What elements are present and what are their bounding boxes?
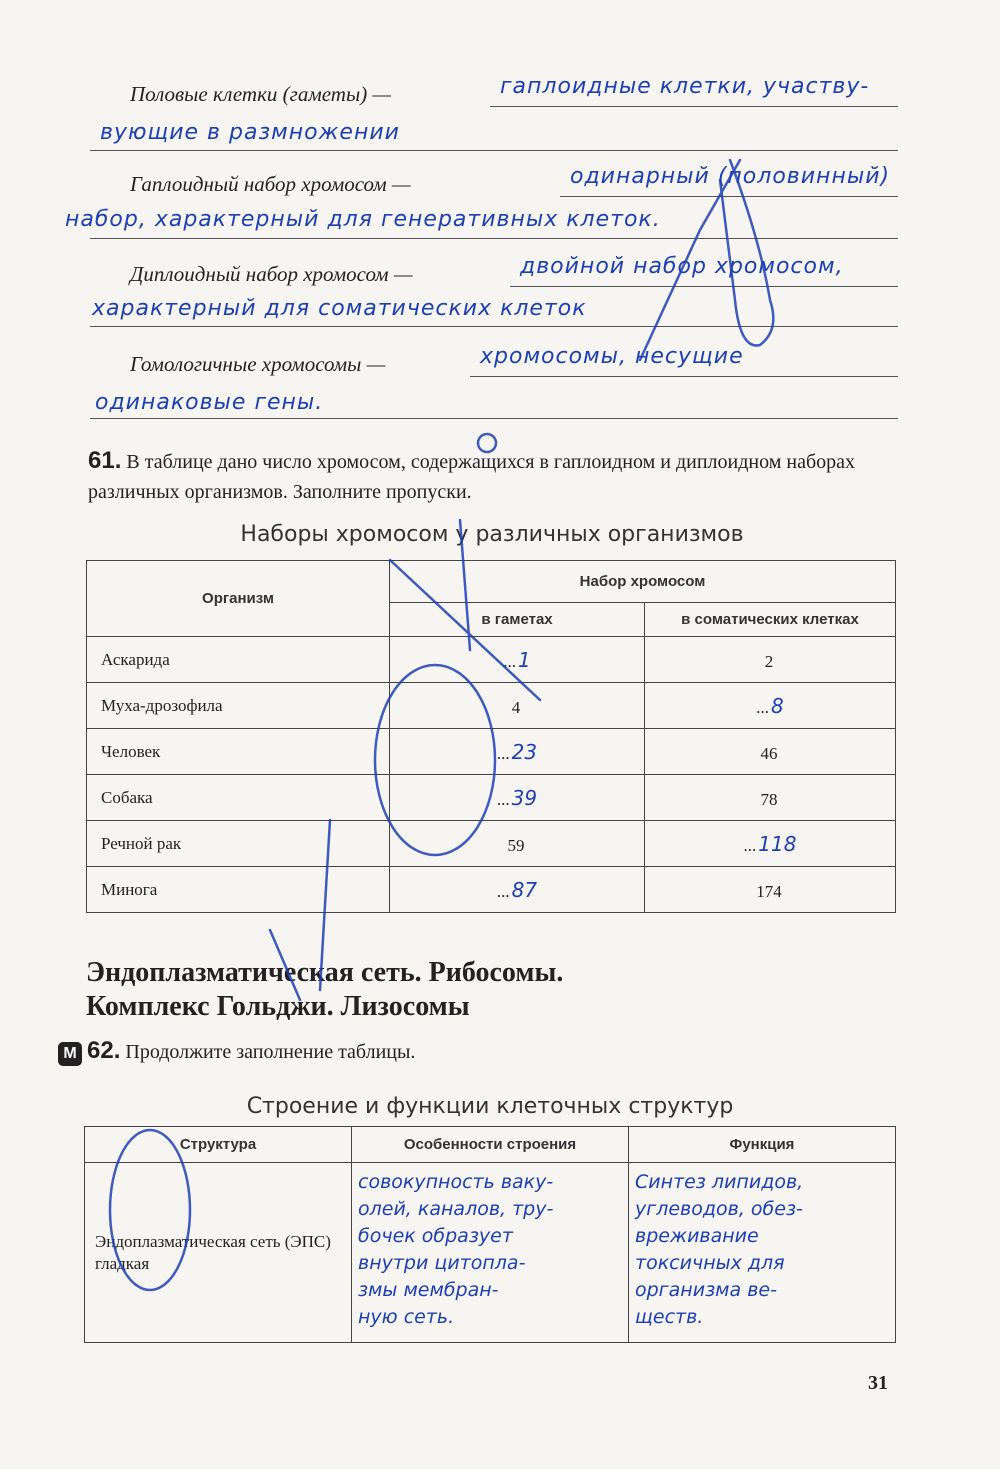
handwritten-value: 39	[511, 785, 538, 810]
handwritten-line: Синтез липидов,	[635, 1171, 804, 1193]
header-function: Функция	[629, 1127, 896, 1163]
handwritten-line: организма ве-	[635, 1279, 777, 1301]
handwritten-line: олей, каналов, тру-	[358, 1198, 554, 1220]
printed-value: ...	[496, 881, 510, 901]
table-62-caption: Строение и функции клеточных структур	[246, 1094, 734, 1119]
handwritten-value: 87	[511, 877, 538, 902]
organism-cell: Человек	[87, 729, 390, 775]
term-gametes: Половые клетки (гаметы) —	[130, 82, 392, 106]
handwritten-value: 118	[758, 831, 797, 856]
term-haploid: Гаплоидный набор хромосом —	[130, 172, 411, 196]
handwritten-value: 23	[511, 739, 538, 764]
task-62-text: Продолжите заполнение таблицы.	[125, 1041, 416, 1063]
printed-value: ...	[496, 743, 510, 763]
handwritten-line: углеводов, обез-	[635, 1198, 803, 1220]
printed-value: 78	[760, 789, 778, 809]
answer-haploid-line1: одинарный (половинный)	[570, 164, 891, 189]
handwritten-line: внутри цитопла-	[358, 1252, 526, 1274]
section-title-line2: Комплекс Гольджи. Лизосомы	[86, 991, 470, 1022]
organism-cell: Аскарида	[87, 637, 390, 683]
organism-cell: Собака	[87, 775, 390, 821]
answer-gametes-line2: вующие в размножении	[100, 120, 400, 145]
handwritten-value: 1	[518, 647, 531, 672]
answer-diploid-line1: двойной набор хромосом,	[520, 254, 844, 279]
task-62-number: 62.	[87, 1037, 121, 1064]
printed-value: ...	[496, 789, 510, 809]
printed-value: 59	[507, 835, 525, 855]
section-title-line1: Эндоплазматическая сеть. Рибосомы.	[86, 957, 564, 988]
printed-value: 46	[760, 743, 778, 763]
printed-value: 174	[756, 881, 782, 901]
printed-value: 2	[764, 651, 774, 671]
handwritten-line: токсичных для	[635, 1252, 785, 1274]
cell-structure: Эндоплазматическая сеть (ЭПС) гладкая	[85, 1163, 352, 1343]
organism-cell: Минога	[87, 867, 390, 913]
method-badge-icon: М	[58, 1042, 82, 1066]
handwritten-line: бочек образует	[358, 1225, 513, 1247]
task-61-number: 61.	[88, 447, 122, 474]
organism-cell: Муха-дрозофила	[87, 683, 390, 729]
printed-value: ...	[743, 835, 757, 855]
answer-homologous-line1: хромосомы, несущие	[480, 344, 744, 369]
header-set: Набор хромосом	[390, 561, 896, 603]
handwritten-line: вреживание	[635, 1225, 759, 1247]
table-61-caption: Наборы хромосом у различных организмов	[240, 522, 744, 547]
handwritten-line: совокупность ваку-	[358, 1171, 554, 1193]
printed-value: ...	[756, 697, 769, 717]
answer-diploid-line2: характерный для соматических клеток	[92, 296, 587, 321]
answer-haploid-line2: набор, характерный для генеративных клеток.	[65, 207, 661, 232]
handwritten-line: ществ.	[635, 1306, 704, 1328]
header-features: Особенности строения	[352, 1127, 629, 1163]
header-organism: Организм	[87, 561, 390, 637]
handwritten-line: змы мембран-	[358, 1279, 499, 1301]
task-61-text: В таблице дано число хромосом, содержащихся в гаплоидном и диплоидном наборах различных организмов. Заполните пропуски.	[88, 451, 856, 503]
organism-cell: Речной рак	[87, 821, 390, 867]
printed-value: 4	[511, 697, 521, 717]
answer-gametes-line1: гаплоидные клетки, участву-	[500, 74, 870, 99]
answer-homologous-line2: одинаковые гены.	[95, 390, 324, 415]
header-gametes: в гаметах	[390, 603, 645, 637]
printed-value: ...	[503, 651, 516, 671]
handwritten-line: ную сеть.	[358, 1306, 455, 1328]
page-number: 31	[868, 1372, 888, 1394]
header-somatic: в соматических клетках	[645, 603, 896, 637]
header-structure: Структура	[85, 1127, 352, 1163]
term-homologous: Гомологичные хромосомы —	[130, 352, 386, 376]
term-diploid: Диплоидный набор хромосом —	[130, 262, 413, 286]
handwritten-value: 8	[771, 693, 784, 718]
